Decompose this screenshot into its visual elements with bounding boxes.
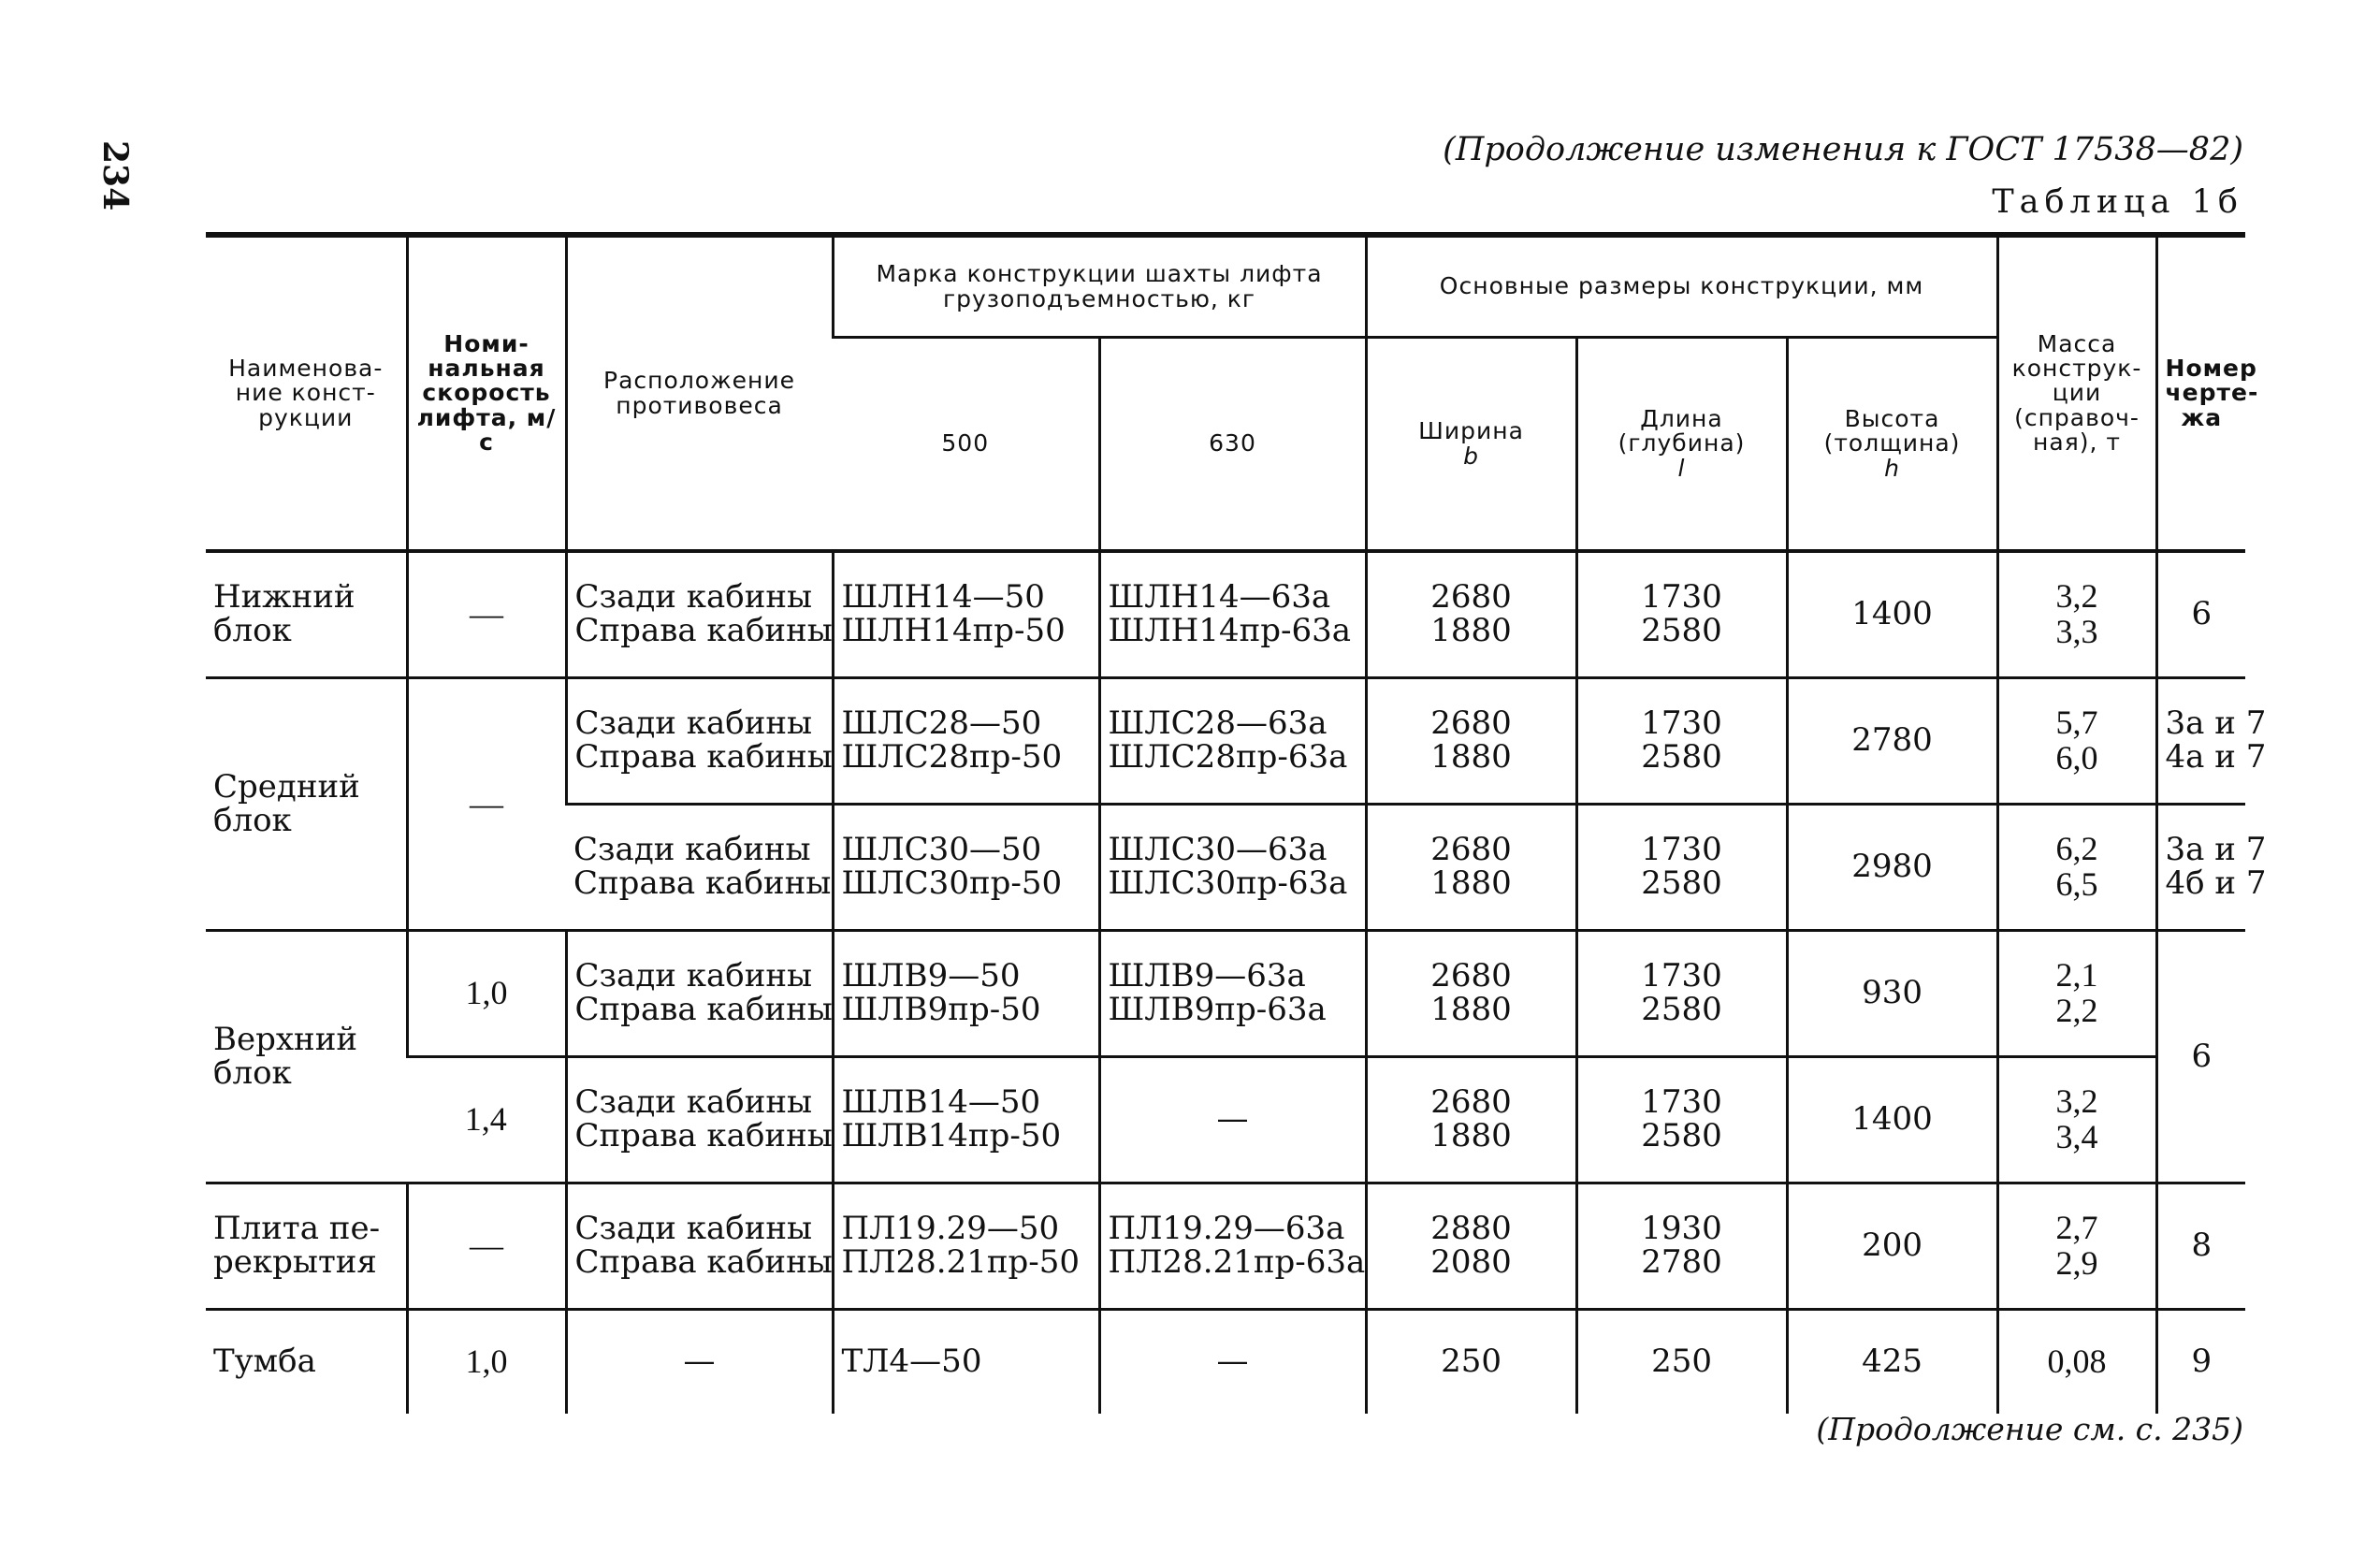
cell-mass (1997, 805, 2156, 931)
cell-speed: 1,0 (407, 1310, 566, 1415)
line: ШЛВ9—63а (1108, 957, 1306, 995)
header-brand: Марка конструкции шахты лифта грузоподъемностью, кг (833, 238, 1366, 338)
line: ПЛ19.29—63а (1108, 1210, 1345, 1248)
header-length-symbol: l (1677, 454, 1686, 482)
cell-brand-500 (833, 551, 1099, 678)
cell-length (1576, 1183, 1787, 1310)
line: Справа кабины (574, 1243, 833, 1281)
cell-height: 2980 (1787, 805, 1997, 931)
header-counterweight: Расположение противовеса (566, 238, 833, 551)
line: 2580 (1641, 738, 1722, 776)
line: ПЛ19.29—50 (841, 1210, 1060, 1248)
line: ШЛС30—63а (1108, 831, 1328, 869)
header-height-label: Высота (толщина) (1823, 405, 1961, 457)
cell-height: 1400 (1787, 551, 1997, 678)
line: ШЛС28—63а (1108, 704, 1328, 743)
cell-brand-630 (1099, 805, 1366, 931)
table-row (206, 931, 2245, 1057)
cell-drawing (2156, 678, 2267, 805)
header-width-symbol: b (1463, 442, 1479, 470)
cell-position (566, 1183, 833, 1310)
line: Справа кабины (574, 738, 833, 776)
cell-height: 2780 (1787, 678, 1997, 805)
line: рекрытия (213, 1243, 377, 1281)
line: 1880 (1430, 612, 1512, 649)
line: 1880 (1430, 864, 1512, 902)
cell-brand-500 (833, 805, 1099, 931)
page-number: 234 (95, 140, 135, 211)
line: Сзади кабины (573, 831, 811, 869)
header-width (1366, 338, 1576, 552)
line: 2580 (1641, 864, 1722, 902)
cell-length (1576, 678, 1787, 805)
line: 2580 (1641, 1117, 1722, 1154)
cell-brand-500 (833, 1057, 1099, 1183)
line: 1730 (1641, 831, 1722, 869)
line: ШЛВ9пр-50 (841, 991, 1041, 1028)
cell-length: 250 (1576, 1310, 1787, 1415)
line: 6,5 (2055, 865, 2098, 903)
cell-width (1366, 931, 1576, 1057)
cell-height: 200 (1787, 1183, 1997, 1310)
header-500: 500 (833, 338, 1099, 552)
cell-brand-630: — (1099, 1057, 1366, 1183)
cell-position (566, 931, 833, 1057)
cell-brand-630: — (1099, 1310, 1366, 1415)
cell-mass (1997, 551, 2156, 678)
header-dims: Основные размеры конструкции, мм (1366, 238, 1997, 338)
cell-brand-630 (1099, 931, 1366, 1057)
cell-width: 250 (1366, 1310, 1576, 1415)
cell-width (1366, 1057, 1576, 1183)
cell-speed: — (407, 1183, 566, 1310)
cell-name (206, 551, 407, 678)
table-container (206, 232, 2267, 1414)
cell-width (1366, 551, 1576, 678)
line: 1730 (1641, 578, 1722, 617)
cell-length (1576, 551, 1787, 678)
header-width-label: Ширина (1418, 417, 1524, 445)
line: ШЛН14пр-50 (841, 612, 1066, 649)
line: 4а и 7 (2165, 738, 2267, 776)
line: Сзади кабины (574, 704, 813, 743)
line: 2,9 (2055, 1244, 2098, 1282)
line: 3,4 (2055, 1118, 2098, 1155)
table-row (206, 678, 2245, 805)
line: 2680 (1430, 831, 1512, 869)
line: ШЛС30пр-63а (1108, 864, 1348, 902)
line: Справа кабины (573, 864, 832, 902)
cell-speed: — (407, 551, 566, 678)
header-length (1576, 338, 1787, 552)
cell-position (566, 678, 833, 805)
line: ШЛС28пр-50 (841, 738, 1063, 776)
line: блок (213, 1053, 292, 1092)
line: блок (213, 801, 292, 839)
cell-width (1366, 805, 1576, 931)
line: 1880 (1430, 991, 1512, 1028)
cell-speed: 1,4 (407, 1057, 566, 1183)
cell-mass: 0,08 (1997, 1310, 2156, 1415)
line: Справа кабины (574, 991, 833, 1028)
cell-speed: 1,0 (407, 931, 566, 1057)
line: ШЛС30пр-50 (841, 864, 1063, 902)
cell-mass (1997, 1057, 2156, 1183)
cell-name (206, 931, 407, 1183)
cell-brand-500 (833, 678, 1099, 805)
line: Сзади кабины (574, 578, 813, 617)
header-mass: Масса конструк-ции (справоч-ная), т (1997, 238, 2156, 551)
cell-position (566, 551, 833, 678)
line: 4б и 7 (2165, 864, 2267, 902)
cell-width (1366, 1183, 1576, 1310)
line: Сзади кабины (574, 1083, 813, 1122)
cell-width (1366, 678, 1576, 805)
cell-brand-630 (1099, 551, 1366, 678)
cell-brand-500: ТЛ4—50 (833, 1310, 1099, 1415)
line: Плита пе- (213, 1210, 381, 1248)
line: 3а и 7 (2165, 831, 2267, 869)
line: ШЛС28пр-63а (1108, 738, 1348, 776)
cell-drawing: 6 (2156, 551, 2245, 678)
cell-speed: — (407, 678, 566, 931)
header-height (1787, 338, 1997, 552)
line: 1880 (1430, 1117, 1512, 1154)
line: Сзади кабины (574, 1210, 813, 1248)
line: ШЛВ14пр-50 (841, 1117, 1062, 1154)
table-row (206, 1057, 2245, 1183)
line: ШЛН14—63а (1108, 578, 1331, 617)
line: Сзади кабины (574, 957, 813, 995)
cell-brand-500 (833, 1183, 1099, 1310)
cell-mass (1997, 1183, 2156, 1310)
cell-position (566, 805, 833, 931)
header-drawing: Номер черте-жа (2156, 238, 2245, 551)
cell-name: Тумба (213, 1343, 316, 1381)
line: 3,2 (2055, 1082, 2098, 1121)
table-label: Таблица 1б (1992, 183, 2243, 221)
cell-position (566, 1057, 833, 1183)
line: 3,3 (2055, 613, 2098, 650)
cell-drawing (2156, 805, 2267, 931)
line: ПЛ28.21пр-63а (1108, 1243, 1366, 1281)
header-row-1 (206, 238, 2245, 338)
cell-position: — (566, 1310, 833, 1415)
line: 3а и 7 (2165, 704, 2267, 743)
cell-mass (1997, 931, 2156, 1057)
cell-height: 1400 (1787, 1057, 1997, 1183)
cell-brand-500 (833, 931, 1099, 1057)
line: 2,2 (2055, 992, 2098, 1029)
line: ШЛВ9—50 (841, 957, 1021, 995)
line: ПЛ28.21пр-50 (841, 1243, 1081, 1281)
line: Нижний (213, 578, 355, 617)
line: блок (213, 612, 292, 649)
line: 2580 (1641, 612, 1722, 649)
cell-brand-630 (1099, 678, 1366, 805)
line: 5,7 (2055, 704, 2098, 742)
line: 1880 (1430, 738, 1512, 776)
table-row (206, 1310, 2245, 1415)
line: 2780 (1641, 1243, 1722, 1281)
header-height-symbol: h (1884, 454, 1900, 482)
line: 6,2 (2055, 830, 2098, 868)
header-speed: Номи-нальная скорость лифта, м/с (407, 238, 566, 551)
line: Средний (213, 767, 360, 806)
line: 2680 (1430, 957, 1512, 995)
table-row (206, 551, 2245, 678)
line: 2,7 (2055, 1209, 2098, 1247)
line: 1930 (1641, 1210, 1722, 1248)
line: 2080 (1430, 1243, 1512, 1281)
header-630: 630 (1099, 338, 1366, 552)
cell-drawing: 8 (2156, 1183, 2245, 1310)
line: ШЛС30—50 (841, 831, 1042, 869)
main-table (206, 238, 2267, 1414)
line: Справа кабины (574, 612, 833, 649)
line: 2680 (1430, 578, 1512, 617)
cell-length (1576, 1057, 1787, 1183)
header-name: Наименова-ние конст-рукции (206, 238, 407, 551)
line: ШЛН14пр-63а (1108, 612, 1352, 649)
continuation-note: (Продолжение см. с. 235) (1816, 1411, 2243, 1447)
line: 2880 (1430, 1210, 1512, 1248)
line: 3,2 (2055, 577, 2098, 616)
running-head: (Продолжение изменения к ГОСТ 17538—82) (1443, 131, 2243, 168)
line: 2580 (1641, 991, 1722, 1028)
cell-drawing: 9 (2156, 1310, 2245, 1415)
header-length-label: Длина (глубина) (1618, 405, 1746, 457)
cell-mass (1997, 678, 2156, 805)
line: 1730 (1641, 704, 1722, 743)
line: 1730 (1641, 1083, 1722, 1122)
line: 1730 (1641, 957, 1722, 995)
line: ШЛВ14—50 (841, 1083, 1041, 1122)
cell-height: 930 (1787, 931, 1997, 1057)
line: 2,1 (2055, 956, 2098, 995)
line: ШЛН14—50 (841, 578, 1045, 617)
cell-drawing: 6 (2156, 931, 2245, 1183)
line: Верхний (213, 1020, 358, 1058)
line: 2680 (1430, 1083, 1512, 1122)
line: ШЛВ9пр-63а (1108, 991, 1327, 1028)
cell-name (206, 1183, 407, 1310)
cell-length (1576, 805, 1787, 931)
line: ШЛС28—50 (841, 704, 1042, 743)
table-row (206, 1183, 2245, 1310)
cell-height: 425 (1787, 1310, 1997, 1415)
line: 6,0 (2055, 739, 2098, 777)
line: Справа кабины (574, 1117, 833, 1154)
cell-name (206, 678, 407, 931)
line: 2680 (1430, 704, 1512, 743)
cell-length (1576, 931, 1787, 1057)
cell-brand-630 (1099, 1183, 1366, 1310)
